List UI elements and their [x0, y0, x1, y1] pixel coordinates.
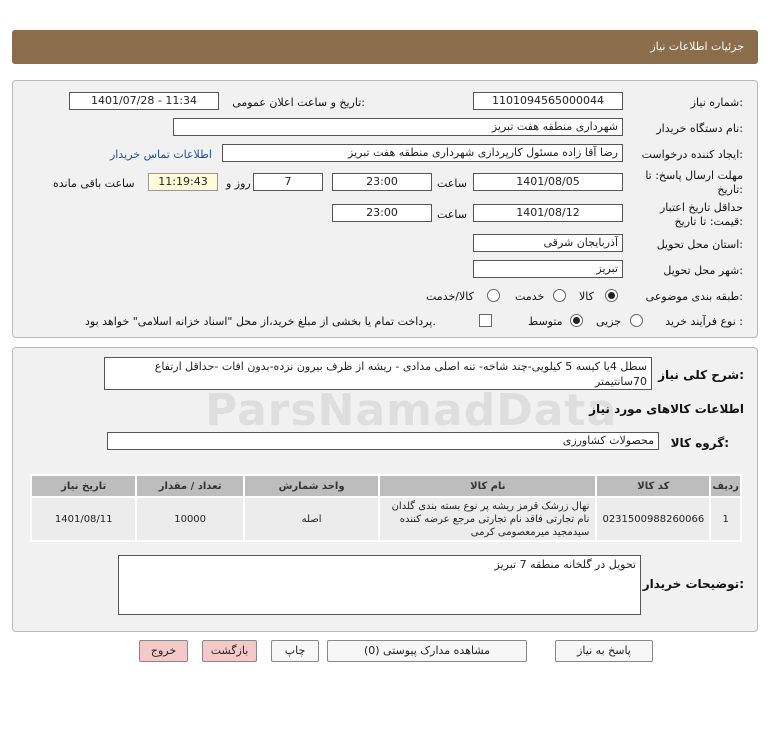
treasury-payment-checkbox[interactable] [479, 314, 492, 327]
buyer-notes-field: تحویل در گلخانه منطقه 7 تبریز [118, 555, 641, 615]
category-both-radio[interactable] [487, 289, 500, 302]
validity-label-2: قیمت: تا تاریخ: [674, 215, 743, 228]
goods-table [30, 474, 742, 542]
process-minor-radio[interactable] [630, 314, 643, 327]
validity-label: حداقل تاریخ اعتبار [659, 201, 743, 214]
table-row [31, 497, 741, 541]
deadline-time-label: ساعت [437, 177, 467, 190]
remaining-time-field: 11:19:43 [148, 173, 218, 191]
category-service-label: خدمت [515, 290, 545, 303]
cell-code: 0231500988260066 [596, 497, 710, 541]
deadline-time-field: 23:00 [332, 173, 432, 191]
treasury-payment-note: پرداخت تمام یا بخشی از مبلغ خرید،از محل "اسناد خزانه اسلامی" خواهد بود. [85, 315, 436, 328]
deadline-label: مهلت ارسال پاسخ: تا [645, 169, 743, 182]
deadline-label-2: تاریخ: [717, 183, 743, 196]
process-medium-radio[interactable] [570, 314, 583, 327]
col-quantity: تعداد / مقدار [136, 475, 243, 497]
buyer-org-label: نام دستگاه خریدار: [656, 122, 743, 135]
col-unit: واحد شمارش [244, 475, 379, 497]
creator-label: ایجاد کننده درخواست: [641, 148, 743, 161]
validity-date-field: 1401/08/12 [473, 204, 623, 222]
category-goods-radio[interactable] [605, 289, 618, 302]
buyer-contact-link[interactable]: اطلاعات تماس خریدار [110, 148, 212, 161]
need-number-label: شماره نیاز: [690, 96, 743, 109]
exit-button[interactable]: خروج [139, 640, 188, 662]
city-label: شهر محل تحویل: [663, 264, 743, 277]
back-button[interactable]: بازگشت [202, 640, 257, 662]
goods-group-field: محصولات کشاورزی [107, 432, 659, 450]
summary-field: سطل 4یا کیسه 5 کیلویی-چند شاخه- تنه اصلی مدادی - ریشه از ظرف بیرون نزده-بدون افات -حداقل ارتفاع 70سانتیمتر [104, 357, 652, 390]
need-number-field: 1101094565000044 [473, 92, 623, 110]
province-field: آذربایجان شرقی [473, 234, 623, 252]
buyer-org-field: شهرداری منطقه هفت تبریز [173, 118, 623, 136]
process-minor-label: جزیی [596, 315, 622, 328]
page-header [12, 30, 758, 64]
city-field: تبریز [473, 260, 623, 278]
cell-unit: اصله [244, 497, 379, 541]
cell-name: نهال زرشک قرمز ریشه پر نوع بسته بندی گلدان نام تجارتی فاقد نام تجارتی مرجع عرضه کننده سیدمجید میرمعصومی کرمی [379, 497, 596, 541]
announce-field: 1401/07/28 - 11:34 [69, 92, 219, 110]
validity-time-field: 23:00 [332, 204, 432, 222]
col-date: تاریخ نیاز [31, 475, 136, 497]
category-goods-label: کالا [579, 290, 594, 303]
days-field: 7 [253, 173, 323, 191]
col-code: کد کالا [596, 475, 710, 497]
buyer-notes-label: توضیحات خریدار: [642, 577, 744, 591]
col-row: ردیف [710, 475, 741, 497]
cell-row: 1 [710, 497, 741, 541]
validity-time-label: ساعت [437, 208, 467, 221]
page-title: جزئیات اطلاعات نیاز [650, 40, 744, 53]
view-docs-button[interactable]: مشاهده مدارک پیوستی (0) [327, 640, 527, 662]
province-label: استان محل تحویل: [656, 238, 743, 251]
announce-label: تاریخ و ساعت اعلان عمومی: [232, 96, 365, 109]
category-both-label: کالا/خدمت [426, 290, 474, 303]
cell-date: 1401/08/11 [31, 497, 136, 541]
reply-button[interactable]: پاسخ به نیاز [555, 640, 653, 662]
print-button[interactable]: چاپ [271, 640, 319, 662]
category-label: طبقه بندی موضوعی: [645, 290, 743, 303]
col-name: نام کالا [379, 475, 596, 497]
days-label: روز و [226, 177, 251, 190]
process-label: نوع فرآیند خرید : [665, 315, 743, 328]
goods-group-label: گروه کالا: [670, 436, 729, 450]
goods-section-title: اطلاعات کالاهای مورد نیاز [589, 402, 744, 416]
deadline-date-field: 1401/08/05 [473, 173, 623, 191]
summary-label: شرح کلی نیاز: [658, 368, 744, 382]
process-medium-label: متوسط [528, 315, 563, 328]
cell-quantity: 10000 [136, 497, 243, 541]
table-header-row [31, 475, 741, 497]
creator-field: رضا آقا زاده مسئول کارپردازی شهرداری منطقه هفت تبریز [222, 144, 623, 162]
remaining-label: ساعت باقی مانده [53, 177, 135, 190]
category-service-radio[interactable] [553, 289, 566, 302]
